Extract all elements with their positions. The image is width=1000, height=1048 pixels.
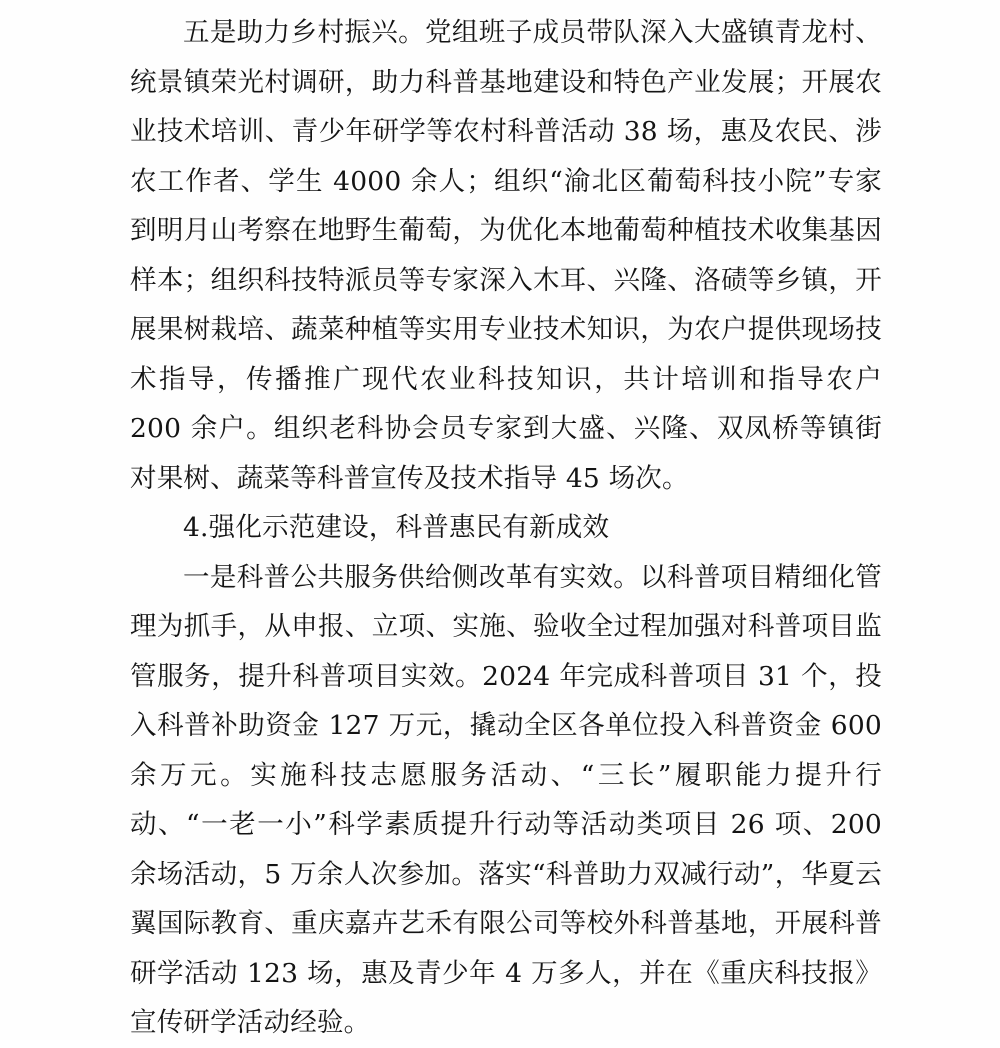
paragraph-public-service-reform: 一是科普公共服务供给侧改革有实效。以科普项目精细化管理为抓手，从申报、立项、实施、验收全过程加强对科普项目监管服务，提升科普项目实效。2024 年完成科普项目 31 个，投入科普补助资金 127 万元，撬动全区各单位投入科普资金 600 余万元。实施科技志愿服务活动、“三长”履职能力提升行动、“一老一小”科学素质提升行动等活动类项目 26 项、200 余场活动，5 万余人次参加。落实“科普助力双减行动”，华夏云翼国际教育、重庆嘉卉艺禾有限公司等校外科普基地，开展科普研学活动 123 场，惠及青少年 4 万多人，并在《重庆科技报》宣传研学活动经验。 — [130, 561, 882, 1038]
document-body — [130, 8, 882, 1048]
paragraph-section-heading: 4.强化示范建设，科普惠民有新成效 — [183, 512, 610, 543]
paragraph-rural-revitalization: 五是助力乡村振兴。党组班子成员带队深入大盛镇青龙村、统景镇荣光村调研，助力科普基地建设和特色产业发展；开展农业技术培训、青少年研学等农村科普活动 38 场，惠及农民、涉农工作者、学生 4000 余人；组织“渝北区葡萄科技小院”专家到明月山考察在地野生葡萄，为优化本地葡萄种植技术收集基因样本；组织科技特派员等专家深入木耳、兴隆、洛碛等乡镇，开展果树栽培、蔬菜种植等实用专业技术知识，为农户提供现场技术指导，传播推广现代农业科技知识，共计培训和指导农户 200 余户。组织老科协会员专家到大盛、兴隆、双凤桥等镇街对果树、蔬菜等科普宣传及技术指导 45 场次。 — [130, 17, 882, 494]
